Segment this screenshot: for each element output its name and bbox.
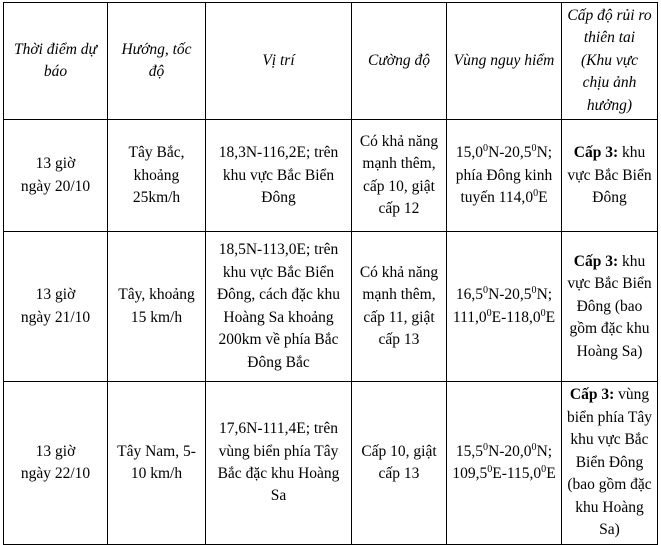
table-row bbox=[4, 382, 658, 544]
storm-forecast-table bbox=[3, 2, 658, 545]
forecast-date: ngày 21/10 bbox=[20, 308, 91, 326]
direction-speed-cell: Tây Nam, 5-10 km/h bbox=[108, 382, 206, 544]
table-header-row bbox=[4, 3, 658, 120]
forecast-date: ngày 22/10 bbox=[20, 464, 91, 482]
risk-area-text: vùng biển phía Tây khu vực Bắc Biển Đông (bao gồm đặc khu Hoàng Sa) bbox=[567, 386, 652, 539]
danger-zone-cell: 16,5$^0$N-20,5$^0$N; 111,0$^0$E-118,0$^0$E bbox=[447, 232, 562, 382]
forecast-time-cell bbox=[4, 120, 108, 232]
header-danger-zone: Vùng nguy hiểm bbox=[447, 3, 562, 120]
forecast-hour: 13 giờ bbox=[35, 286, 76, 304]
direction-speed-cell: Tây Bắc, khoảng 25km/h bbox=[108, 120, 206, 232]
header-direction-speed: Hướng, tốc độ bbox=[108, 3, 206, 120]
risk-level-label: Cấp 3: bbox=[573, 144, 619, 162]
risk-area-text: khu vực Bắc Biển Đông bbox=[567, 144, 652, 207]
position-cell: 17,6N-111,4E; trên vùng biển phía Tây Bắc đặc khu Hoàng Sa bbox=[206, 382, 352, 544]
intensity-cell: Cấp 10, giật cấp 13 bbox=[352, 382, 447, 544]
table-row bbox=[4, 120, 658, 232]
risk-level-cell bbox=[562, 232, 658, 382]
header-position: Vị trí bbox=[206, 3, 352, 120]
header-forecast-time: Thời điểm dự báo bbox=[4, 3, 108, 120]
forecast-time-cell bbox=[4, 382, 108, 544]
forecast-date: ngày 20/10 bbox=[20, 177, 91, 195]
forecast-hour: 13 giờ bbox=[35, 155, 76, 173]
danger-zone-cell: 15,0$^0$N-20,5$^0$N; phía Đông kinh tuyến 114,0$^0$E bbox=[447, 120, 562, 232]
intensity-cell: Có khả năng mạnh thêm, cấp 11, giật cấp 13 bbox=[352, 232, 447, 382]
risk-level-cell bbox=[562, 382, 658, 544]
forecast-time-cell bbox=[4, 232, 108, 382]
table-row bbox=[4, 232, 658, 382]
position-cell: 18,5N-113,0E; trên khu vực Bắc Biển Đông, cách đặc khu Hoàng Sa khoảng 200km về phía Bắc Đông Bắc bbox=[206, 232, 352, 382]
danger-zone-cell: 15,5$^0$N-20,0$^0$N; 109,5$^0$E-115,0$^0$E bbox=[447, 382, 562, 544]
direction-speed-cell: Tây, khoảng 15 km/h bbox=[108, 232, 206, 382]
header-intensity: Cường độ bbox=[352, 3, 447, 120]
risk-level-label: Cấp 3: bbox=[573, 252, 619, 270]
intensity-cell: Có khả năng mạnh thêm, cấp 10, giật cấp 12 bbox=[352, 120, 447, 232]
risk-area-text: khu vực Bắc Biển Đông (bao gồm đặc khu Hoàng Sa) bbox=[567, 252, 652, 360]
risk-level-cell bbox=[562, 120, 658, 232]
header-risk-level: Cấp độ rủi ro thiên tai (Khu vực chịu ảnh hưởng) bbox=[562, 3, 658, 120]
forecast-hour: 13 giờ bbox=[35, 442, 76, 460]
position-cell: 18,3N-116,2E; trên khu vực Bắc Biển Đông bbox=[206, 120, 352, 232]
risk-level-label: Cấp 3: bbox=[569, 386, 615, 404]
